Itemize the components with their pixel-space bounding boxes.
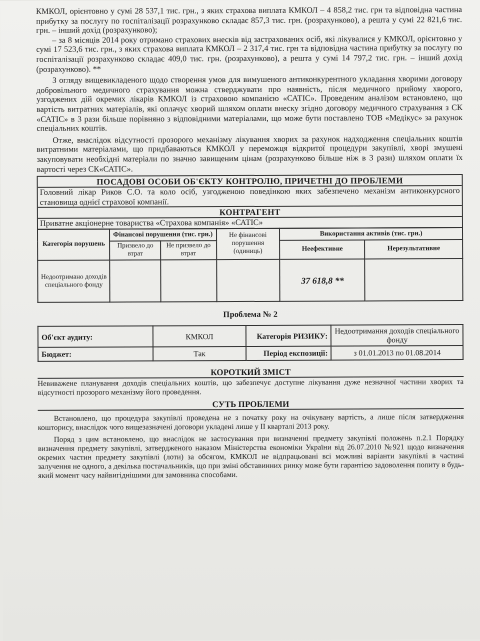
row-no-loss-cell bbox=[161, 260, 216, 302]
budget-label: Бюджет: bbox=[38, 347, 153, 362]
contractor-heading: КОНТРАГЕНТ bbox=[38, 205, 462, 219]
exposure-period-label: Період експозиції: bbox=[246, 346, 331, 360]
col-inefficient-header: Неефективне bbox=[280, 240, 365, 259]
paragraph-conclusion: Отже, внаслідок відсутності прозорого механізму лікування хворих за рахунок надходження спеціальних коштів витратними матеріалами, що придбаваються КМКОЛ у переможця відкритої процедури закупівлі, хворі змушені закуповувати необхідні матеріали по значно завищеним цінам (розрахунково більше ніж в 3 рази) шляхом оплати їх вартості через СК«САТІС». bbox=[36, 133, 463, 174]
risk-category-value: Недоотримання доходів спеціального фонду bbox=[331, 325, 463, 347]
col-loss-header: Призвело до втрат bbox=[110, 241, 161, 260]
essence-heading: СУТЬ ПРОБЛЕМИ bbox=[38, 398, 464, 411]
officials-heading: ПОСАДОВІ ОСОБИ ОБ'ЄКТУ КОНТРОЛЮ, ПРИЧЕТНІ ДО ПРОБЛЕМИ bbox=[38, 175, 462, 188]
row-inefficient-value: 37 618,8 ** bbox=[280, 259, 365, 301]
paragraph-income-2013: КМКОЛ, орієнтовно у сумі 28 537,1 тис. грн., з яких страхова виплата КМКОЛ – 4 858,2 тис. грн та відповідна частина прибутку за послугу по госпіталізації розрахунково складає 857,3 тис. грн. (розрахунково), а решта у сумі 22 821,6 тис. грн. – інший дохід (розрахунково); bbox=[36, 5, 463, 36]
budget-value: Так bbox=[153, 347, 247, 361]
row-ineffective-cell bbox=[365, 259, 463, 301]
paragraph-analysis: З огляду вищевикладеного щодо створення умов для вимушеного антиконкурентного укладання хворими договору добровільного медичного страхування можна стверджувати про наявність, після медичного прийому хворого, узгоджених дій окремих лікарів КМКОЛ із страховою компанією «САТІС». Проведеним аналізом встановлено, що вартість витратних матеріалів, які оплачує хворий шляхом оплати внеску згідно договору медичного страхування з СК «САТІС» в 3 рази більше порівняно з відповідними матеріалами, що може бути поставлено ТОВ «Медікус» за рахунок спеціальних коштів. bbox=[36, 74, 463, 134]
col-nonfinancial-header: Не фінансові порушення (одиниць) bbox=[216, 228, 280, 259]
audit-object-label: Об'єкт аудиту: bbox=[38, 326, 153, 348]
col-assets-header: Використання активів (тис. грн.) bbox=[280, 228, 463, 241]
audit-info-table bbox=[37, 324, 463, 362]
summary-text: Невиважене планування доходів спеціальних коштів, що забезпечує доступне лікування дуже незначної частини хворих та відсутності прозорого механізму його проведення. bbox=[37, 377, 464, 397]
row-nonfinancial-cell bbox=[216, 259, 280, 301]
col-financial-header: Фінансові порушення (тис. грн.) bbox=[110, 229, 216, 241]
row-category-cell: Недоотримано доходів спеціального фонду bbox=[38, 260, 110, 302]
summary-heading: КОРОТКИЙ ЗМІСТ bbox=[38, 366, 464, 379]
col-no-loss-header: Не призвело до втрат bbox=[161, 241, 216, 260]
officials-section bbox=[37, 174, 463, 230]
essence-paragraph-2: Поряд з цим встановлено, що внаслідок не застосування при визначенні предмету закупівлі положень п.2.1 Порядку визначення предмету закупівлі, затвердженого наказом Міністерства економіки України від 26.07.2010 №921 щодо визначення окремих частин предмету закупівлі (лоти) за обсягом, КМКОЛ не відпрацьовані всі можливі варіанти закупівлі в частині залучення не одного, а декілька постачальників, що при зміні обставинних ринку може бути гарантією задоволення попиту в будь-який момент часу найвигіднішими для замовника способами. bbox=[37, 433, 465, 480]
officials-text: Головний лікар Риков С.О. та коло осіб, узгодженою поведінкою яких забезпечено механізм антиконкурсного становища однієї страхової компанії. bbox=[39, 186, 460, 207]
risk-category-label: Категорія РИЗИКУ: bbox=[246, 325, 331, 346]
col-ineffective-header: Нерезультативне bbox=[365, 240, 463, 259]
contractor-text: Приватне акціонерне товариства «Страхова компанія» «САТІС» bbox=[39, 218, 263, 229]
paragraph-income-2014: – за 8 місяців 2014 року отримано страхових внесків від застрахованих осіб, які лікувалися у КМКОЛ, орієнтовно у сумі 17 523,6 тис. грн., з яких страхова виплата КМКОЛ – 2 317,4 тис. грн та відповідна частина прибутку за послугу по госпіталізації розрахунково складає 409,0 тис. грн. (розрахунково), а решта у сумі 14 797,2 тис. грн. – інший дохід (розрахунково). ** bbox=[36, 33, 463, 74]
col-category-header: Категорія порушень bbox=[37, 229, 109, 260]
essence-paragraph-1: Встановлено, що процедура закупівлі проведена не з початку року на очікувану вартість, а лише після затвердження кошторису, внаслідок чого вищезазначені договори укладені лише у II кварталі 2013 року. bbox=[37, 412, 464, 432]
row-loss-cell bbox=[110, 260, 161, 302]
exposure-period-value: з 01.01.2013 по 01.08.2014 bbox=[331, 346, 463, 361]
violations-table bbox=[37, 227, 463, 303]
audit-object-value: КМКОЛ bbox=[153, 326, 247, 347]
problem-title: Проблема № 2 bbox=[223, 309, 278, 320]
